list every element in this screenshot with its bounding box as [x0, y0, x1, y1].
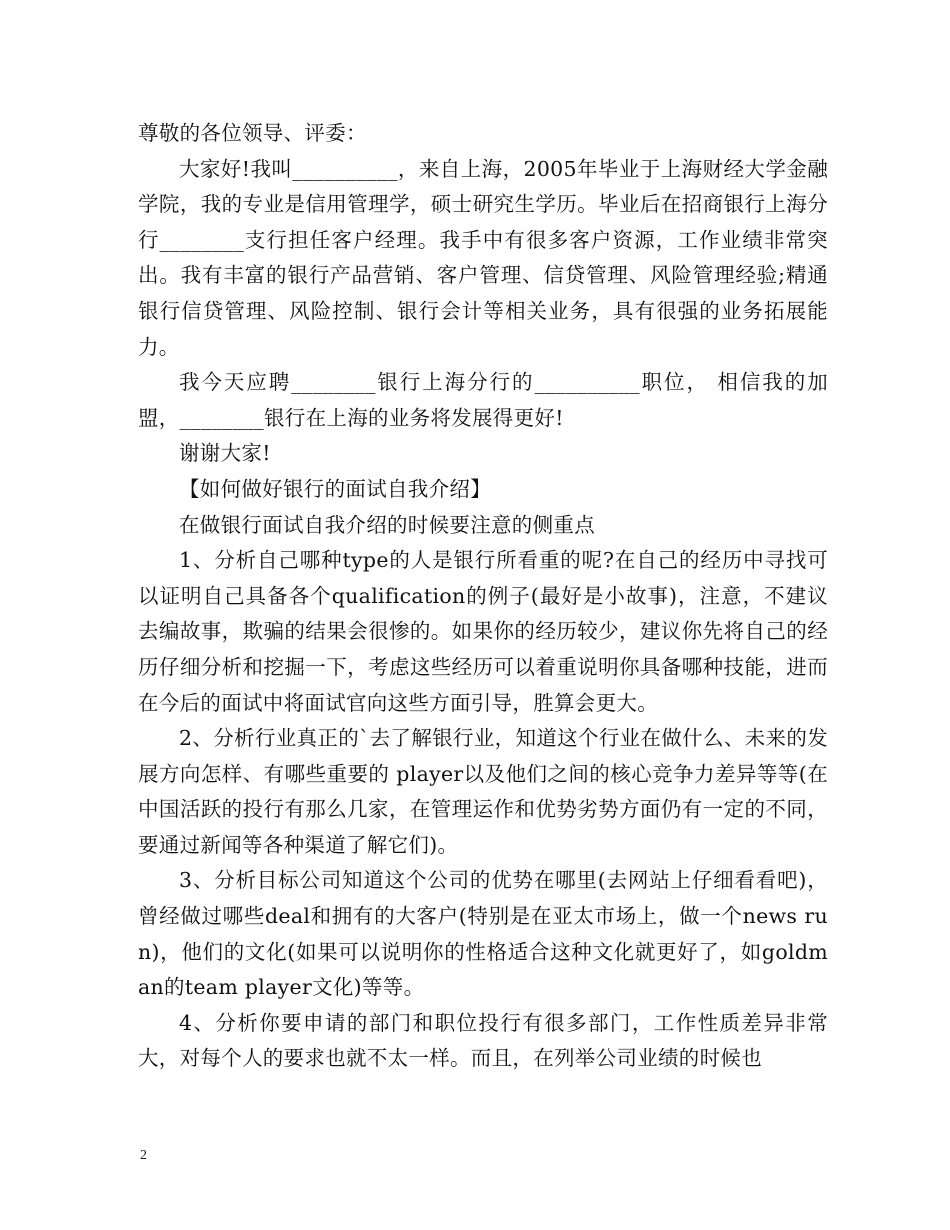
point-2-analyze-industry: 2、分析行业真正的`去了解银行业，知道这个行业在做什么、未来的发展方向怎样、有哪些重要的 player以及他们之间的核心竞争力差异等等(在中国活跃的投行有那么几家，在管理运作和优势劣势方面仍有一定的不同，要通过新闻等各种渠道了解它们)。	[138, 726, 828, 857]
point-1-analyze-self: 1、分析自己哪种type的人是银行所看重的呢?在自己的经历中寻找可以证明自己具备各个qualification的例子(最好是小故事)，注意，不建议去编故事，欺骗的结果会很惨的。如果你的经历较少，建议你先将自己的经历仔细分析和挖掘一下，考虑这些经历可以着重说明你具备哪种技能，进而在今后的面试中将面试官向这些方面引导，胜算会更大。	[138, 548, 828, 715]
paragraph-application: 我今天应聘________银行上海分行的__________职位， 相信我的加盟，________银行在上海的业务将发展得更好!	[138, 370, 828, 430]
point-3-analyze-company: 3、分析目标公司知道这个公司的优势在哪里(去网站上仔细看看吧)，曾经做过哪些deal和拥有的大客户(特别是在亚太市场上，做一个news run)，他们的文化(如果可以说明你的性格适合这种文化就更好了，如goldman的team player文化)等等。	[138, 868, 828, 1000]
salutation: 尊敬的各位领导、评委：	[138, 121, 367, 145]
paragraph-thanks: 谢谢大家!	[179, 441, 271, 466]
section-heading: 【如何做好银行的面试自我介绍】	[179, 476, 491, 501]
document-body	[138, 116, 828, 1077]
paragraph-self-introduction: 大家好!我叫__________，来自上海，2005年毕业于上海财经大学金融学院，我的专业是信用管理学，硕士研究生学历。毕业后在招商银行上海分行________支行担任客户经理。我手中有很多客户资源，工作业绩非常突出。我有丰富的银行产品营销、客户管理、信贷管理、风险管理经验;精通银行信贷管理、风险控制、银行会计等相关业务，具有很强的业务拓展能力。	[138, 156, 828, 359]
section-intro: 在做银行面试自我介绍的时候要注意的侧重点	[179, 512, 595, 537]
page-number: 2	[140, 1148, 147, 1163]
point-4-analyze-department: 4、分析你要申请的部门和职位投行有很多部门，工作性质差异非常大，对每个人的要求也就不太一样。而且，在列举公司业绩的时候也	[138, 1010, 828, 1071]
